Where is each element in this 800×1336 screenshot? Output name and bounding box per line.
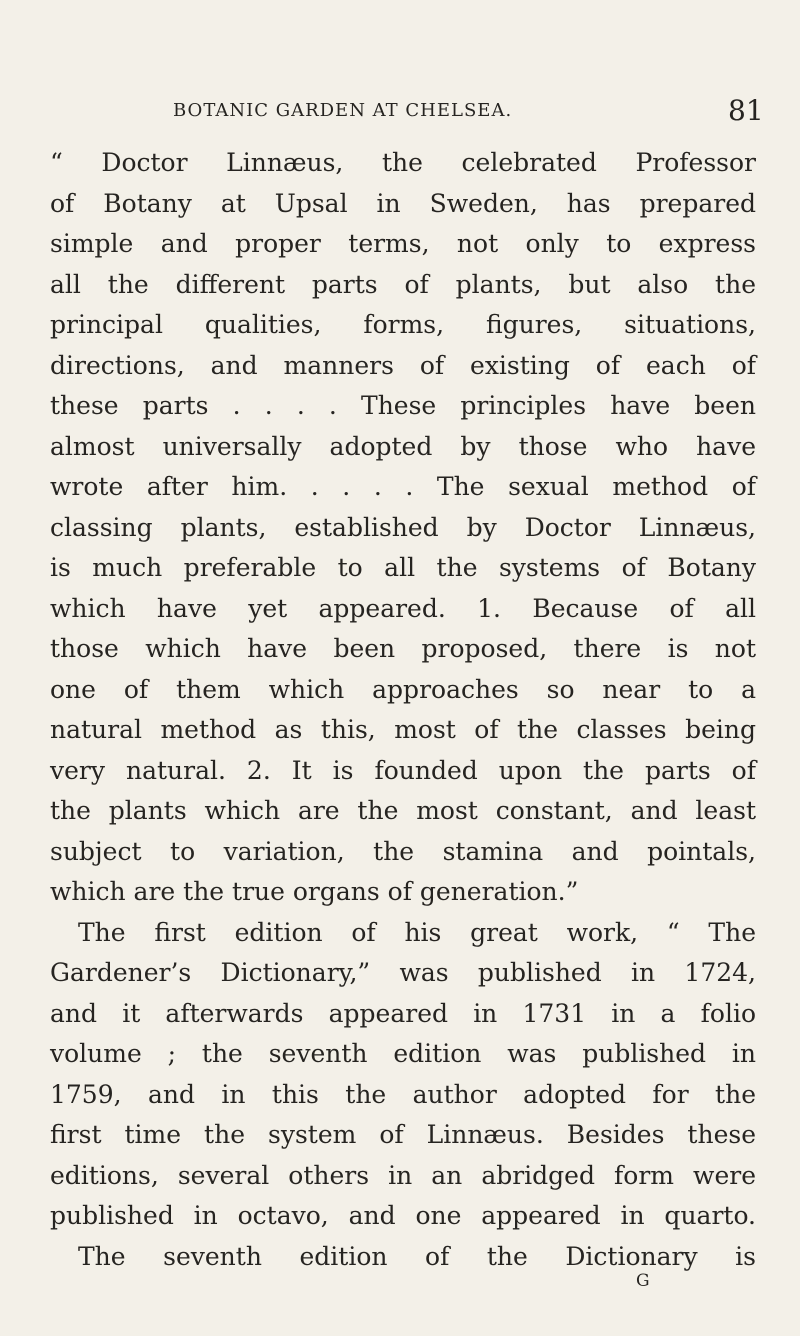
text-line: very natural. 2. It is founded upon the parts of [50, 755, 756, 785]
text-line: subject to variation, the stamina and pointals, [50, 836, 756, 866]
text-line: “ Doctor Linnæus, the celebrated Professor [50, 148, 756, 177]
text-line: almost universally adopted by those who have [50, 431, 756, 461]
text-line: one of them which approaches so near to a [50, 674, 756, 704]
text-line: wrote after him. . . . . The sexual method of [50, 472, 756, 501]
text-line: published in octavo, and one appeared in quarto. [50, 1201, 756, 1230]
text-line: the plants which are the most constant, and least [50, 796, 756, 825]
text-line: of Botany at Upsal in Sweden, has prepared [50, 188, 756, 218]
text-line: and it afterwards appeared in 1731 in a folio [50, 998, 756, 1028]
paragraph-first-line: The seventh edition of the Dictionary is [78, 1241, 756, 1271]
text-line: first time the system of Linnæus. Besides these [50, 1120, 756, 1149]
running-head: BOTANIC GARDEN AT CHELSEA. [173, 100, 513, 121]
text-line: which are the true organs of generation.” [50, 877, 579, 906]
text-line: these parts . . . . These principles have been [50, 391, 756, 420]
text-line: volume ; the seventh edition was published in [50, 1039, 756, 1068]
text-line: 1759, and in this the author adopted for the [50, 1079, 756, 1109]
text-line: those which have been proposed, there is not [50, 634, 756, 663]
page-number: 81 [728, 94, 764, 127]
signature-mark: G [636, 1271, 650, 1291]
text-line: is much preferable to all the systems of Botany [50, 553, 756, 582]
text-line: classing plants, established by Doctor Linnæus, [50, 512, 756, 542]
text-line: all the different parts of plants, but also the [50, 269, 756, 299]
text-line: editions, several others in an abridged form were [50, 1160, 756, 1190]
text-line: which have yet appeared. 1. Because of all [50, 593, 756, 623]
text-line: natural method as this, most of the classes being [50, 715, 756, 744]
text-line: principal qualities, forms, figures, situations, [50, 310, 756, 339]
text-line: Gardener’s Dictionary,” was published in 1724, [50, 958, 756, 987]
text-line: simple and proper terms, not only to express [50, 229, 756, 258]
text-line: directions, and manners of existing of each of [50, 350, 756, 380]
body-text [50, 143, 756, 1277]
paragraph-first-line: The first edition of his great work, “ The [78, 917, 756, 947]
